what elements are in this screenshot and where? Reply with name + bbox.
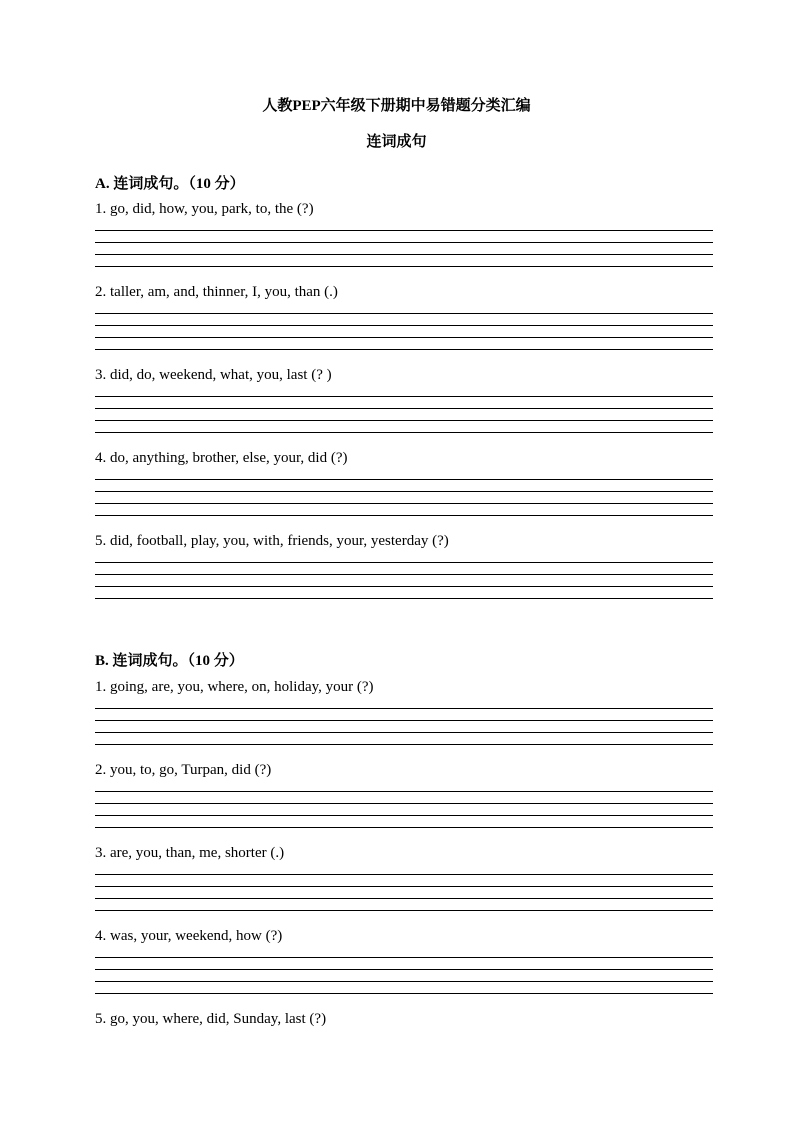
section-a-question-5: 5. did, football, play, you, with, friends, your, yesterday (?) (95, 533, 449, 549)
section-b-question-2: 2. you, to, go, Turpan, did (?) (95, 762, 272, 778)
section-a-question-3: 3. did, do, weekend, what, you, last (? ) (95, 367, 332, 383)
section-b-question-1: 1. going, are, you, where, on, holiday, your (?) (95, 679, 374, 695)
section-a-question-4: 4. do, anything, brother, else, your, did (?) (95, 450, 348, 466)
page-title: 人教PEP六年级下册期中易错题分类汇编 (262, 98, 531, 114)
section-b-answer-lines-1 (95, 708, 713, 746)
section-b-answer-lines-4 (95, 957, 713, 995)
section-a-question-2: 2. taller, am, and, thinner, I, you, than (.) (95, 284, 338, 300)
section-a-answer-lines-3 (95, 396, 713, 434)
section-a-answer-lines-5 (95, 562, 713, 600)
section-b-answer-lines-2 (95, 791, 713, 829)
section-b-question-5: 5. go, you, where, did, Sunday, last (?) (95, 1011, 327, 1027)
section-a-answer-lines-2 (95, 313, 713, 351)
section-b-answer-lines-3 (95, 874, 713, 912)
section-a-heading: A. 连词成句。（10 分） (95, 176, 245, 192)
section-a-question-1: 1. go, did, how, you, park, to, the (?) (95, 201, 314, 217)
section-a-answer-lines-4 (95, 479, 713, 517)
section-b-heading: B. 连词成句。（10 分） (95, 653, 244, 669)
section-b-question-4: 4. was, your, weekend, how (?) (95, 928, 283, 944)
section-a-answer-lines-1 (95, 230, 713, 268)
section-b-question-3: 3. are, you, than, me, shorter (.) (95, 845, 285, 861)
page-subtitle: 连词成句 (366, 134, 427, 150)
